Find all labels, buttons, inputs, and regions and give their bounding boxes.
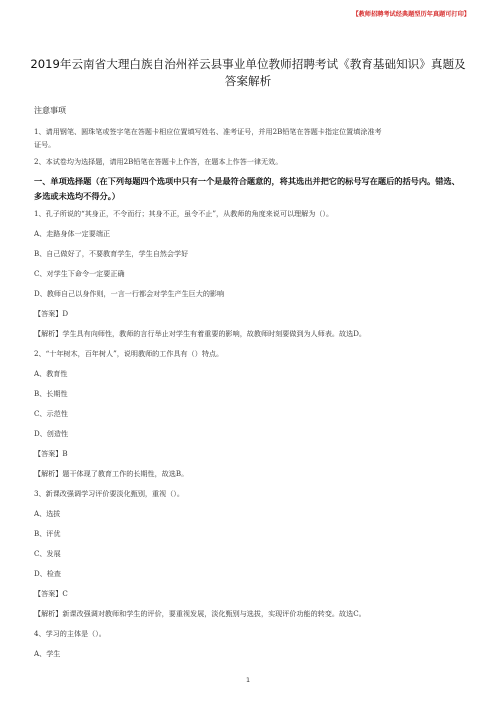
answer: 【答案】B xyxy=(34,449,68,458)
section-heading: 一、单项选择题（在下列每题四个选项中只有一个是最符合题意的，将其选出并把它的标号写在题后的括号内。错选、多选或未选均不得分。） xyxy=(34,176,460,201)
question-stem: 1、孔子所说的“其身正，不令而行；其身不正，虽令不止”，从教师的角度来说可以理解为（）。 xyxy=(34,209,334,218)
question-stem: 4、学习的主体是（）。 xyxy=(34,629,106,638)
option-a: A、教育性 xyxy=(34,369,68,378)
analysis: 【解析】题干体现了教育工作的长期性，故选B。 xyxy=(34,469,189,478)
option-a: A、学生 xyxy=(34,649,61,658)
notice-heading: 注意事项 xyxy=(34,106,66,115)
header-banner: 【教师招聘考试经典题型历年真题可打印】 xyxy=(352,11,470,18)
answer: 【答案】D xyxy=(34,309,69,318)
document-title: 2019年云南省大理白族自治州祥云县事业单位教师招聘考试《教育基础知识》真题及答案解析 xyxy=(30,57,466,88)
option-b: B、评优 xyxy=(34,529,61,538)
option-a: A、走路身体一定要端正 xyxy=(34,229,111,238)
option-b: B、自己做好了，不要教育学生，学生自然会学好 xyxy=(34,249,189,258)
answer: 【答案】C xyxy=(34,589,68,598)
question-stem: 2、“十年树木，百年树人”，说明教师的工作具有（）特点。 xyxy=(34,349,224,358)
option-d: D、教师自己以身作则，一言一行都会对学生产生巨大的影响 xyxy=(34,289,225,298)
question-1 xyxy=(34,204,466,344)
option-a: A、选拔 xyxy=(34,509,61,518)
document-body xyxy=(34,106,466,664)
page-number: 1 xyxy=(245,676,251,684)
option-d: D、创造性 xyxy=(34,429,69,438)
notice-item-1-line-1: 1、请用钢笔、圆珠笔或签字笔在答题卡相应位置填写姓名、准考证号，并用2B铅笔在答题卡指定位置填涂准考 xyxy=(34,127,382,136)
analysis: 【解析】新课改强调对教师和学生的评价，要重视发展，淡化甄别与选拔，实现评价功能的转变。故选C。 xyxy=(34,609,366,618)
option-d: D、检查 xyxy=(34,569,61,578)
question-4 xyxy=(34,624,466,664)
question-stem: 3、新课改强调学习评价要淡化甄别，重视（）。 xyxy=(34,489,184,498)
notice-item-2: 2、本试卷均为选择题，请用2B铅笔在答题卡上作答，在题本上作答一律无效。 xyxy=(34,157,283,166)
notice-item-1-line-2: 证号。 xyxy=(34,140,56,149)
analysis: 【解析】学生具有向师性，教师的言行举止对学生有着重要的影响，故教师时刻要做到为人师表。故选D。 xyxy=(34,329,366,338)
option-c: C、发展 xyxy=(34,549,61,558)
option-c: C、对学生下命令一定要正确 xyxy=(34,269,125,278)
option-b: B、长期性 xyxy=(34,389,68,398)
question-2 xyxy=(34,344,466,484)
question-3 xyxy=(34,484,466,624)
option-c: C、示范性 xyxy=(34,409,68,418)
